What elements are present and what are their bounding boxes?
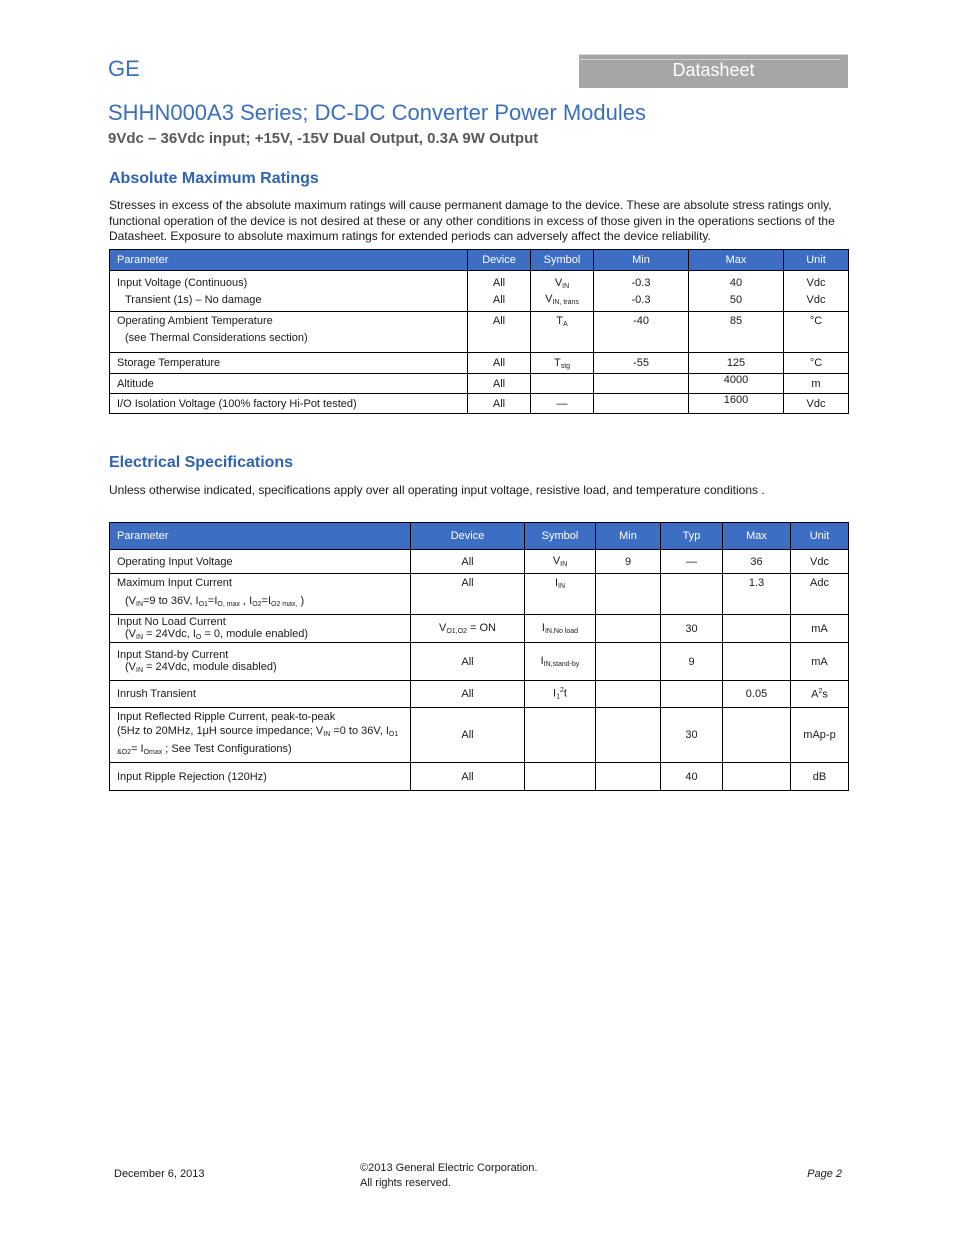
param-cell: I/O Isolation Voltage (100% factory Hi-Pot tested) — [110, 394, 468, 414]
param-subtext — [117, 661, 277, 674]
device-cell: All — [468, 394, 531, 414]
amr-heading: Absolute Maximum Ratings — [109, 170, 319, 187]
unit-cell — [784, 271, 849, 312]
param-subtext-c: = I — [131, 743, 144, 755]
symbol-sub: A — [563, 321, 568, 328]
es-heading: Electrical Specifications — [109, 454, 294, 471]
symbol-sub-2: IN, trans — [552, 298, 579, 306]
typ-cell — [661, 681, 723, 708]
typ-cell: 40 — [661, 763, 723, 791]
param-cell: Operating Input Voltage — [110, 550, 411, 574]
table-row — [110, 550, 849, 574]
param-subtext — [117, 724, 410, 742]
max-cell: 0.05 — [723, 681, 791, 708]
table-row — [110, 708, 849, 763]
min-text: -0.3 — [631, 276, 651, 289]
param-subtext-c-sub: &O2 — [117, 749, 132, 756]
param-subtext-a-sub: IN — [323, 731, 331, 738]
param-cell — [110, 574, 411, 615]
device-cell — [411, 615, 525, 643]
max-cell — [723, 615, 791, 643]
max-cell: 125 — [689, 353, 784, 374]
param-subtext-d: ; See Test Configurations) — [162, 743, 292, 755]
symbol-text: V — [554, 276, 563, 289]
min-cell: 9 — [596, 550, 661, 574]
table-row — [110, 763, 849, 791]
param-text: Input Reflected Ripple Current, peak-to-peak — [117, 711, 336, 723]
max-cell: 1.3 — [723, 574, 791, 615]
typ-cell: — — [661, 550, 723, 574]
device-cell: All — [411, 708, 525, 763]
rights-text: All rights reserved. — [360, 1177, 452, 1189]
device-text: All — [492, 276, 506, 289]
param-cell — [110, 312, 468, 353]
min-cell — [596, 708, 661, 763]
table-row — [110, 271, 849, 312]
min-cell — [596, 763, 661, 791]
amr-col-symbol: Symbol — [531, 250, 594, 271]
symbol-sub: IN — [562, 282, 570, 290]
symbol-text: V — [552, 555, 561, 567]
param-text: Input No Load Current — [117, 616, 226, 628]
amr-col-min: Min — [594, 250, 689, 271]
amr-col-device: Device — [468, 250, 531, 271]
param-subtext-d-sub: Omax — [143, 749, 163, 756]
symbol-tail: t — [563, 687, 567, 700]
unit-cell: mA — [791, 643, 849, 681]
typ-cell: 30 — [661, 708, 723, 763]
unit-text: Vdc — [806, 276, 826, 289]
device-cell: All — [468, 312, 531, 353]
footer-copyright — [360, 1161, 537, 1191]
document-subtitle: 9Vdc – 36Vdc input; +15V, -15V Dual Output, 0.3A 9W Output — [108, 130, 539, 147]
param-cell — [110, 708, 411, 763]
device-sub: O1,O2 — [446, 628, 467, 635]
min-cell: -40 — [594, 312, 689, 353]
symbol-cell — [525, 643, 596, 681]
symbol-cell — [525, 708, 596, 763]
symbol-cell — [525, 763, 596, 791]
footer-page-number: Page 2 — [807, 1168, 842, 1180]
max-cell — [723, 643, 791, 681]
param-subtext — [117, 628, 308, 641]
device-text-2: All — [492, 293, 506, 306]
param-subtext-a: (V — [125, 628, 136, 640]
min-cell — [594, 271, 689, 312]
min-cell — [594, 394, 689, 414]
min-cell — [596, 643, 661, 681]
table-row — [110, 353, 849, 374]
amr-intro: Stresses in excess of the absolute maximum ratings will cause permanent damage to the device. These are absolute stress ratings only, functional operation of the device is not desired at these or any other conditions in excess of those given in the operations sections of the Datasheet. Exposure to absolute maximum ratings for extended periods can adversely affect the device reliability. — [109, 198, 835, 243]
max-cell — [723, 763, 791, 791]
symbol-sub: stg — [560, 362, 571, 370]
symbol-text: I — [541, 622, 545, 634]
device-cell: All — [468, 374, 531, 394]
unit-text-b: s — [822, 688, 828, 701]
es-col-device: Device — [411, 523, 525, 550]
param-subtext — [117, 595, 304, 608]
param-subtext-d-sub: O2 — [252, 601, 262, 608]
es-header-row — [110, 523, 849, 550]
symbol-text: T — [556, 315, 564, 327]
table-row — [110, 394, 849, 414]
typ-cell: 9 — [661, 643, 723, 681]
table-row — [110, 681, 849, 708]
unit-cell: Vdc — [784, 394, 849, 414]
es-col-symbol: Symbol — [525, 523, 596, 550]
param-subtext-c: = 0, module enabled) — [201, 628, 309, 640]
unit-cell: Vdc — [791, 550, 849, 574]
max-text: 40 — [729, 276, 743, 289]
symbol-cell — [531, 353, 594, 374]
param-text: Input Voltage (Continuous) — [117, 276, 248, 289]
unit-cell: m — [784, 374, 849, 394]
table-row — [110, 615, 849, 643]
device-cell: All — [411, 681, 525, 708]
param-subtext-a-sub: IN — [136, 634, 143, 641]
es-intro: Unless otherwise indicated, specifications apply over all operating input voltage, resistive load, and temperature conditions . — [109, 483, 765, 497]
min-cell — [594, 374, 689, 394]
es-table — [109, 522, 849, 791]
symbol-cell: — — [531, 394, 594, 414]
symbol-sub: 1 — [556, 693, 560, 701]
max-cell: 36 — [723, 550, 791, 574]
param-cell — [110, 271, 468, 312]
typ-cell — [661, 574, 723, 615]
param-subtext-e-sub: O2 max, — [271, 601, 298, 608]
symbol-cell — [531, 271, 594, 312]
param-subtext-e: =I — [261, 595, 272, 607]
param-subtext-d: , I — [239, 595, 253, 607]
param-subtext-a-sub: IN — [136, 667, 143, 674]
param-cell: Inrush Transient — [110, 681, 411, 708]
symbol-cell — [531, 374, 594, 394]
max-cell — [723, 708, 791, 763]
unit-text: A — [811, 688, 819, 701]
es-col-typ: Typ — [661, 523, 723, 550]
es-col-unit: Unit — [791, 523, 849, 550]
param-text: Input Stand-by Current — [117, 649, 229, 661]
param-subtext-b: = 24Vdc, I — [143, 628, 196, 640]
param-cell — [110, 643, 411, 681]
document-title: SHHN000A3 Series; DC-DC Converter Power Modules — [108, 100, 646, 125]
param-subtext-a-sub: IN — [136, 601, 143, 608]
unit-cell: °C — [784, 312, 849, 353]
max-cell: 1600 — [689, 394, 784, 414]
min-cell: -55 — [594, 353, 689, 374]
param-subtext: (see Thermal Considerations section) — [125, 332, 308, 344]
typ-cell: 30 — [661, 615, 723, 643]
symbol-cell — [525, 550, 596, 574]
symbol-sub: IN — [560, 561, 568, 568]
symbol-cell — [525, 574, 596, 615]
param-cell — [110, 615, 411, 643]
max-cell — [689, 271, 784, 312]
unit-cell: dB — [791, 763, 849, 791]
param-subtext-a: (V — [125, 595, 136, 607]
symbol-sub: IN,stand-by — [543, 661, 580, 668]
copyright-text: ©2013 General Electric Corporation. — [360, 1162, 538, 1174]
es-col-max: Max — [723, 523, 791, 550]
device-text-b: = ON — [466, 622, 496, 634]
symbol-text: I — [553, 687, 557, 700]
param-subtext-b: =0 to 36V, I — [330, 725, 389, 737]
param-cell: Altitude — [110, 374, 468, 394]
unit-cell: Adc — [791, 574, 849, 615]
param-cell: Input Ripple Rejection (120Hz) — [110, 763, 411, 791]
amr-header-row — [110, 250, 849, 271]
param-cell: Storage Temperature — [110, 353, 468, 374]
max-text-2: 50 — [729, 293, 743, 306]
param-subtext-c-sub: O, max — [217, 601, 240, 608]
datasheet-banner — [579, 54, 848, 88]
param-subtext-a: (V — [125, 661, 136, 673]
unit-sup: 2 — [818, 687, 823, 695]
param-subtext-b-sub: O1 — [198, 601, 208, 608]
min-cell — [596, 574, 661, 615]
amr-col-max: Max — [689, 250, 784, 271]
symbol-text-2: V — [545, 292, 553, 305]
unit-cell: mAp-p — [791, 708, 849, 763]
symbol-text: T — [553, 356, 561, 369]
amr-col-unit: Unit — [784, 250, 849, 271]
device-cell: All — [411, 763, 525, 791]
es-col-parameter: Parameter — [110, 523, 411, 550]
ge-logo: GE — [108, 56, 140, 81]
min-cell — [596, 681, 661, 708]
table-row — [110, 643, 849, 681]
symbol-sub: IN — [558, 583, 566, 590]
param-subtext-b-sub: O — [195, 634, 202, 641]
device-cell: All — [411, 643, 525, 681]
amr-col-parameter: Parameter — [110, 250, 468, 271]
symbol-cell — [525, 615, 596, 643]
param-subtext: Transient (1s) – No damage — [125, 293, 262, 306]
device-text: V — [438, 622, 447, 634]
device-cell: All — [411, 574, 525, 615]
param-subtext-b-sub: O1 — [388, 731, 399, 738]
es-col-min: Min — [596, 523, 661, 550]
amr-table — [109, 249, 849, 414]
symbol-text: I — [554, 577, 559, 589]
param-subtext-a: (5Hz to 20MHz, 1μH source impedance; V — [117, 725, 324, 737]
banner-label: Datasheet — [672, 60, 755, 80]
footer-date: December 6, 2013 — [114, 1168, 205, 1180]
symbol-sup: 2 — [560, 687, 564, 695]
table-row — [110, 312, 849, 353]
max-cell: 85 — [689, 312, 784, 353]
unit-cell: °C — [784, 353, 849, 374]
device-cell: All — [468, 353, 531, 374]
param-subtext-line3 — [117, 742, 410, 760]
unit-cell: mA — [791, 615, 849, 643]
min-text-2: -0.3 — [631, 293, 651, 306]
symbol-cell — [531, 312, 594, 353]
unit-cell — [791, 681, 849, 708]
table-row — [110, 374, 849, 394]
symbol-sub: IN,No load — [544, 628, 579, 635]
param-text: Operating Ambient Temperature — [117, 315, 273, 327]
device-cell: All — [411, 550, 525, 574]
max-cell: 4000 — [689, 374, 784, 394]
device-cell — [468, 271, 531, 312]
param-subtext-c: =I — [207, 595, 218, 607]
param-text: Maximum Input Current — [117, 577, 232, 589]
param-subtext-b: = 24Vdc, module disabled) — [143, 661, 277, 673]
unit-text-2: Vdc — [806, 293, 826, 306]
symbol-text: I — [540, 655, 544, 667]
symbol-cell — [525, 681, 596, 708]
param-subtext-f: ) — [297, 595, 305, 607]
table-row — [110, 574, 849, 615]
min-cell — [596, 615, 661, 643]
param-subtext-b: =9 to 36V, I — [143, 595, 199, 607]
